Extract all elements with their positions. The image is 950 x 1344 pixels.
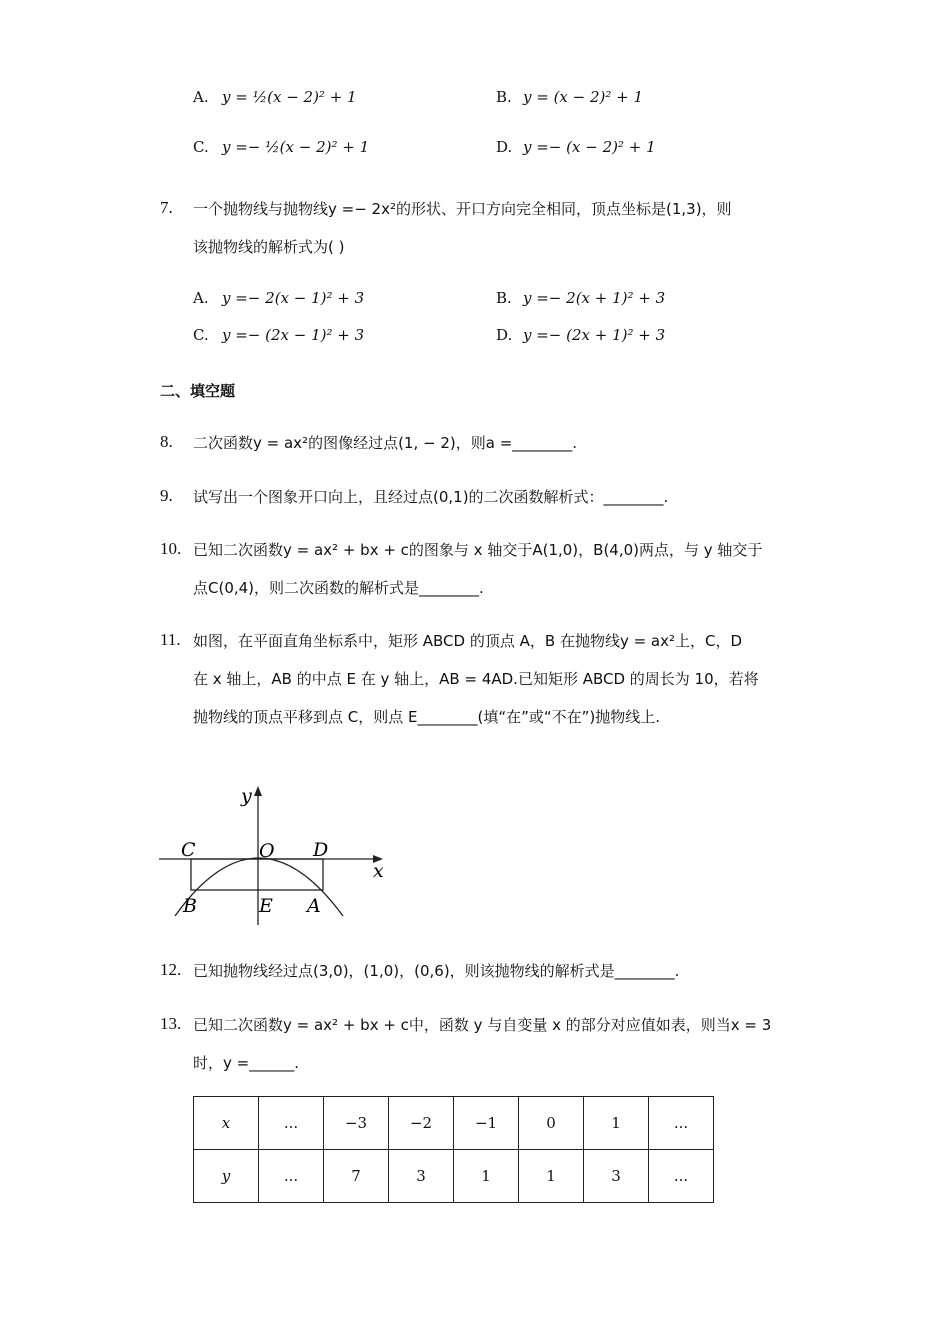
table-cell: 3 bbox=[389, 1150, 454, 1203]
table-row-y bbox=[194, 1150, 714, 1203]
y-axis-arrow bbox=[254, 786, 262, 796]
table-cell: y bbox=[194, 1150, 259, 1203]
q7-option-c-expr: y =− (2x − 1)² + 3 bbox=[222, 326, 365, 344]
value-table bbox=[193, 1096, 714, 1203]
q7-option-d-expr: y =− (2x + 1)² + 3 bbox=[523, 326, 666, 344]
q7-option-a-label: A. bbox=[193, 289, 209, 307]
q13-line1: 已知二次函数y = ax² + bx + c中，函数 y 与自变量 x 的部分对应值如表，则当x = 3 bbox=[193, 1016, 772, 1034]
q12-line1: 已知抛物线经过点(3,0)，(1,0)，(0,6)，则该抛物线的解析式是________. bbox=[193, 962, 680, 980]
figure-label-o: O bbox=[259, 840, 275, 862]
q11-line2: 在 x 轴上，AB 的中点 E 在 y 轴上，AB = 4AD.已知矩形 ABCD 的周长为 10，若将 bbox=[193, 670, 759, 688]
q6-option-c-expr: y =− ½(x − 2)² + 1 bbox=[222, 138, 370, 156]
q6-option-d-expr: y =− (x − 2)² + 1 bbox=[523, 138, 656, 156]
q7-option-b-label: B. bbox=[496, 289, 512, 307]
figure-label-a: A bbox=[307, 895, 321, 917]
q6-option-a-label: A. bbox=[193, 88, 209, 106]
q8-number: 8. bbox=[160, 432, 173, 451]
q7-line1: 一个抛物线与抛物线y =− 2x²的形状、开口方向完全相同，顶点坐标是(1,3)，则 bbox=[193, 200, 732, 218]
q11-number: 11. bbox=[160, 630, 181, 649]
table-cell: ... bbox=[259, 1150, 324, 1203]
q7-option-b-expr: y =− 2(x + 1)² + 3 bbox=[523, 289, 666, 307]
q9-line1: 试写出一个图象开口向上，且经过点(0,1)的二次函数解析式：________. bbox=[193, 488, 669, 506]
figure-label-b: B bbox=[183, 895, 197, 917]
table-cell: ... bbox=[259, 1097, 324, 1150]
q7-line2: 该抛物线的解析式为( ) bbox=[193, 238, 345, 256]
table-cell: 1 bbox=[584, 1097, 649, 1150]
q7-option-d-label: D. bbox=[496, 326, 513, 344]
q10-line1: 已知二次函数y = ax² + bx + c的图象与 x 轴交于A(1,0)，B(4,0)两点，与 y 轴交于 bbox=[193, 541, 763, 559]
table-cell: ... bbox=[649, 1097, 714, 1150]
q7-number: 7. bbox=[160, 198, 173, 217]
q9-number: 9. bbox=[160, 486, 173, 505]
table-cell: 3 bbox=[584, 1150, 649, 1203]
figure-label-x: x bbox=[373, 860, 384, 882]
q13-number: 13. bbox=[160, 1014, 182, 1033]
q11-line3: 抛物线的顶点平移到点 C，则点 E________(填“在”或“不在”)抛物线上. bbox=[193, 708, 661, 726]
q12-number: 12. bbox=[160, 960, 182, 979]
q7-option-a-expr: y =− 2(x − 1)² + 3 bbox=[222, 289, 365, 307]
table-cell: −3 bbox=[324, 1097, 389, 1150]
figure-label-c: C bbox=[181, 839, 196, 861]
q6-option-c-label: C. bbox=[193, 138, 209, 156]
section-title: 二、填空题 bbox=[160, 382, 236, 400]
q6-option-a-expr: y = ½(x − 2)² + 1 bbox=[222, 88, 357, 106]
table-cell: x bbox=[194, 1097, 259, 1150]
table-cell: −2 bbox=[389, 1097, 454, 1150]
table-row-x bbox=[194, 1097, 714, 1150]
table-cell: −1 bbox=[454, 1097, 519, 1150]
q6-option-b-label: B. bbox=[496, 88, 512, 106]
table-cell: 0 bbox=[519, 1097, 584, 1150]
q6-option-b-expr: y = (x − 2)² + 1 bbox=[523, 88, 644, 106]
q8-line1: 二次函数y = ax²的图像经过点(1, − 2)，则a =________. bbox=[193, 434, 578, 452]
q7-option-c-label: C. bbox=[193, 326, 209, 344]
q11-figure bbox=[155, 780, 395, 930]
q11-line1: 如图，在平面直角坐标系中，矩形 ABCD 的顶点 A，B 在抛物线y = ax²上，C，D bbox=[193, 632, 743, 650]
table-cell: 7 bbox=[324, 1150, 389, 1203]
q10-line2: 点C(0,4)，则二次函数的解析式是________. bbox=[193, 579, 484, 597]
q10-number: 10. bbox=[160, 539, 182, 558]
q13-line2: 时，y =______. bbox=[193, 1054, 299, 1072]
table-cell: 1 bbox=[454, 1150, 519, 1203]
table-cell: 1 bbox=[519, 1150, 584, 1203]
figure-label-d: D bbox=[313, 839, 329, 861]
figure-label-e: E bbox=[259, 895, 273, 917]
q6-option-d-label: D. bbox=[496, 138, 513, 156]
table-cell: ... bbox=[649, 1150, 714, 1203]
figure-label-y: y bbox=[241, 785, 252, 807]
